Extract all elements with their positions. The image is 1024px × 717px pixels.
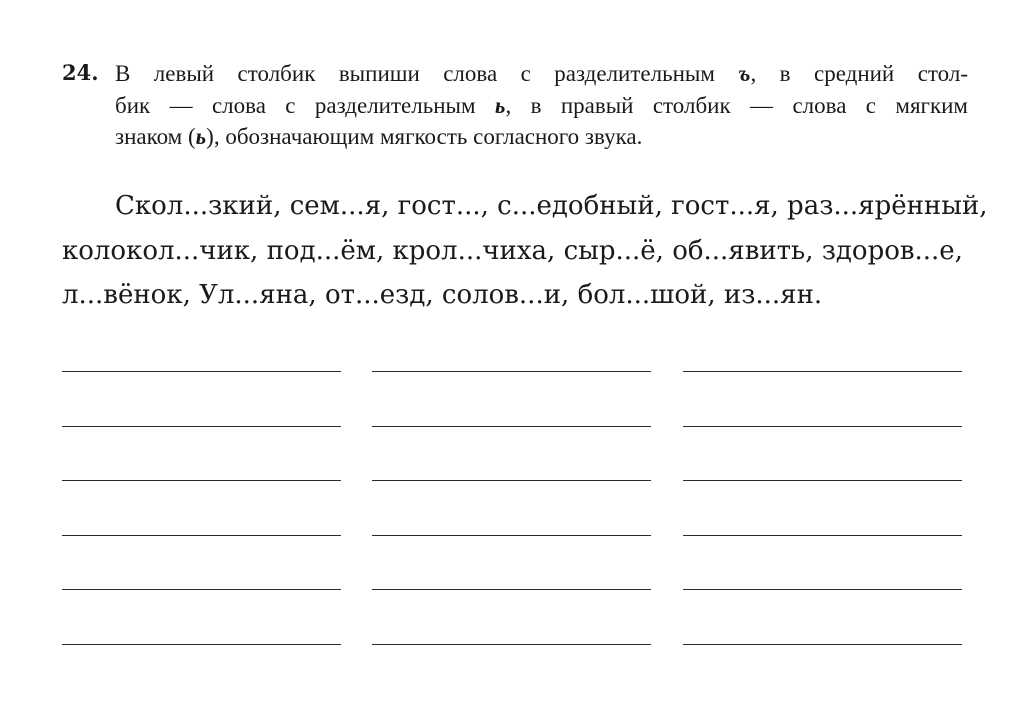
word-list-line-3: л...вёнок, Ул...яна, от...езд, солов...и, бол...шой, из...ян. bbox=[62, 280, 823, 310]
soft-sign: ь bbox=[494, 92, 506, 118]
answer-line-left[interactable] bbox=[62, 535, 341, 536]
answer-line-middle[interactable] bbox=[372, 535, 651, 536]
word-list bbox=[62, 184, 988, 318]
word-list-line-2: колокол...чик, под...ём, крол...чиха, сыр...ё, об...явить, здоров...е, bbox=[62, 235, 963, 266]
instruction-text: , в средний стол- bbox=[750, 61, 968, 86]
answer-row bbox=[62, 589, 964, 644]
answer-line-left[interactable] bbox=[62, 480, 341, 481]
answer-row bbox=[62, 426, 964, 481]
instruction-text: ), обозначающим мягкость согласного звука. bbox=[206, 124, 643, 149]
answer-line-middle[interactable] bbox=[372, 589, 651, 590]
instruction-text: В левый столбик выпиши слова с разделительным bbox=[115, 61, 739, 86]
hard-sign: ъ bbox=[738, 61, 751, 86]
instruction-line-2 bbox=[115, 90, 968, 122]
task-instruction bbox=[115, 58, 968, 153]
answer-line-middle[interactable] bbox=[372, 426, 651, 427]
answer-line-right[interactable] bbox=[683, 535, 962, 536]
answer-row bbox=[62, 371, 964, 426]
answer-line-middle[interactable] bbox=[372, 644, 651, 645]
answer-row bbox=[62, 480, 964, 535]
soft-sign: ь bbox=[195, 124, 207, 149]
instruction-text: бик — слова с разделительным bbox=[115, 92, 495, 118]
word-list-line-1: Скол...зкий, сем...я, гост..., с...едобный, гост...я, раз...ярённый, bbox=[115, 191, 988, 221]
answer-line-middle[interactable] bbox=[372, 480, 651, 481]
answer-line-left[interactable] bbox=[62, 371, 341, 372]
instruction-text: знаком ( bbox=[115, 124, 196, 149]
answer-line-left[interactable] bbox=[62, 426, 341, 427]
instruction-text: , в правый столбик — слова с мягким bbox=[505, 92, 968, 118]
answer-line-right[interactable] bbox=[683, 644, 962, 645]
answer-row bbox=[62, 535, 964, 590]
instruction-line-3 bbox=[115, 121, 968, 153]
answer-line-right[interactable] bbox=[683, 480, 962, 481]
answer-line-left[interactable] bbox=[62, 644, 341, 645]
answer-row bbox=[62, 644, 964, 699]
answer-line-right[interactable] bbox=[683, 371, 962, 372]
task-number: 24. bbox=[62, 60, 99, 85]
answer-line-left[interactable] bbox=[62, 589, 341, 590]
answer-grid bbox=[62, 371, 964, 699]
answer-line-right[interactable] bbox=[683, 426, 962, 427]
answer-line-middle[interactable] bbox=[372, 371, 651, 372]
instruction-line-1 bbox=[115, 58, 968, 90]
answer-line-right[interactable] bbox=[683, 589, 962, 590]
